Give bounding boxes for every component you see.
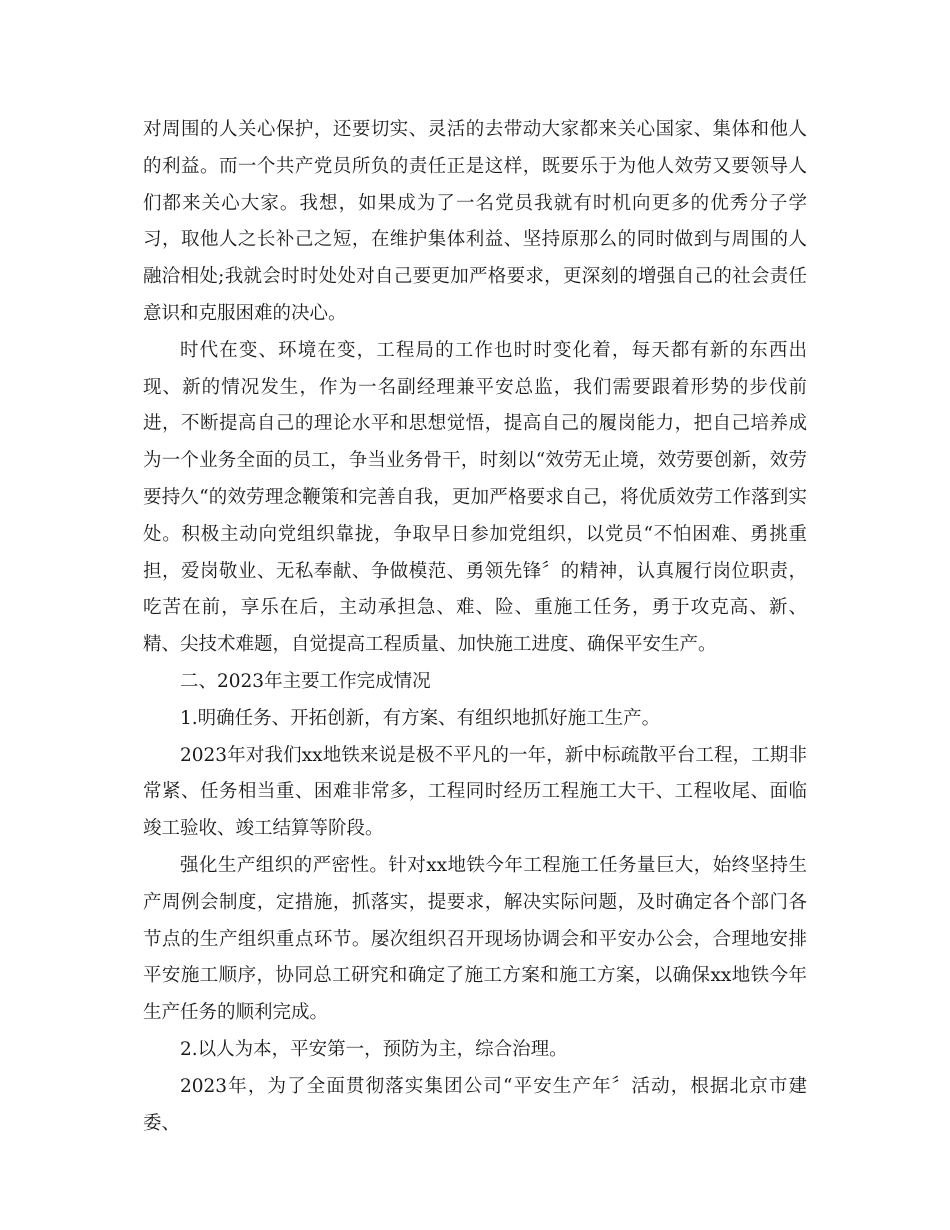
paragraph-production-organization: 强化生产组织的严密性。针对xx地铁今年工程施工任务量巨大，始终坚持生产周例会制度，定措施，抓落实，提要求，解决实际问题，及时确定各个部门各节点的生产组织重点环节。屡次组织召开现场协调会和平安办公会，合理地安排平安施工顺序，协同总工研究和确定了施工方案和施工方案，以确保xx地铁今年生产任务的顺利完成。: [143, 854, 807, 1024]
document-body: [143, 112, 807, 1142]
paragraph-safety-year: 2023年，为了全面贯彻落实集团公司“平安生产年〞活动，根据北京市建委、: [143, 1075, 807, 1134]
paragraph-2023-metro: 2023年对我们xx地铁来说是极不平凡的一年，新中标疏散平台工程，工期非常紧、任务相当重、困难非常多，工程同时经历工程施工大干、工程收尾、面临竣工验收、竣工结算等阶段。: [143, 744, 807, 840]
section-heading-2023-work: 二、2023年主要工作完成情况: [180, 670, 431, 692]
paragraph-times-change: 时代在变、环境在变，工程局的工作也时时变化着，每天都有新的东西出现、新的情况发生，作为一名副经理兼平安总监，我们需要跟着形势的步伐前进，不断提高自己的理论水平和思想觉悟，提高自己的履岗能力，把自己培养成为一个业务全面的员工，争当业务骨干，时刻以“效劳无止境，效劳要创新，效劳要持久“的效劳理念鞭策和完善自我，更加严格要求自己，将优质效劳工作落到实处。积极主动向党组织靠拢，争取早日参加党组织，以党员“不怕困难、勇挑重担，爱岗敬业、无私奉献、争做模范、勇领先锋〞的精神，认真履行岗位职责，吃苦在前，享乐在后，主动承担急、难、险、重施工任务，勇于攻克高、新、精、尖技术难题，自觉提高工程质量、加快施工进度、确保平安生产。: [143, 339, 807, 656]
subheading-clarify-tasks: 1.明确任务、开拓创新，有方案、有组织地抓好施工生产。: [180, 707, 661, 729]
subheading-people-first: 2.以人为本，平安第一，预防为主，综合治理。: [180, 1038, 568, 1060]
paragraph-responsibility: 对周围的人关心保护，还要切实、灵活的去带动大家都来关心国家、集体和他人的利益。而一个共产党员所负的责任正是这样，既要乐于为他人效劳又要领导人们都来关心大家。我想，如果成为了一名党员我就有时机向更多的优秀分子学习，取他人之长补己之短，在维护集体利益、坚持原那么的同时做到与周围的人融洽相处;我就会时时处处对自己要更加严格要求，更深刻的增强自己的社会责任意识和克服困难的决心。: [143, 119, 807, 324]
